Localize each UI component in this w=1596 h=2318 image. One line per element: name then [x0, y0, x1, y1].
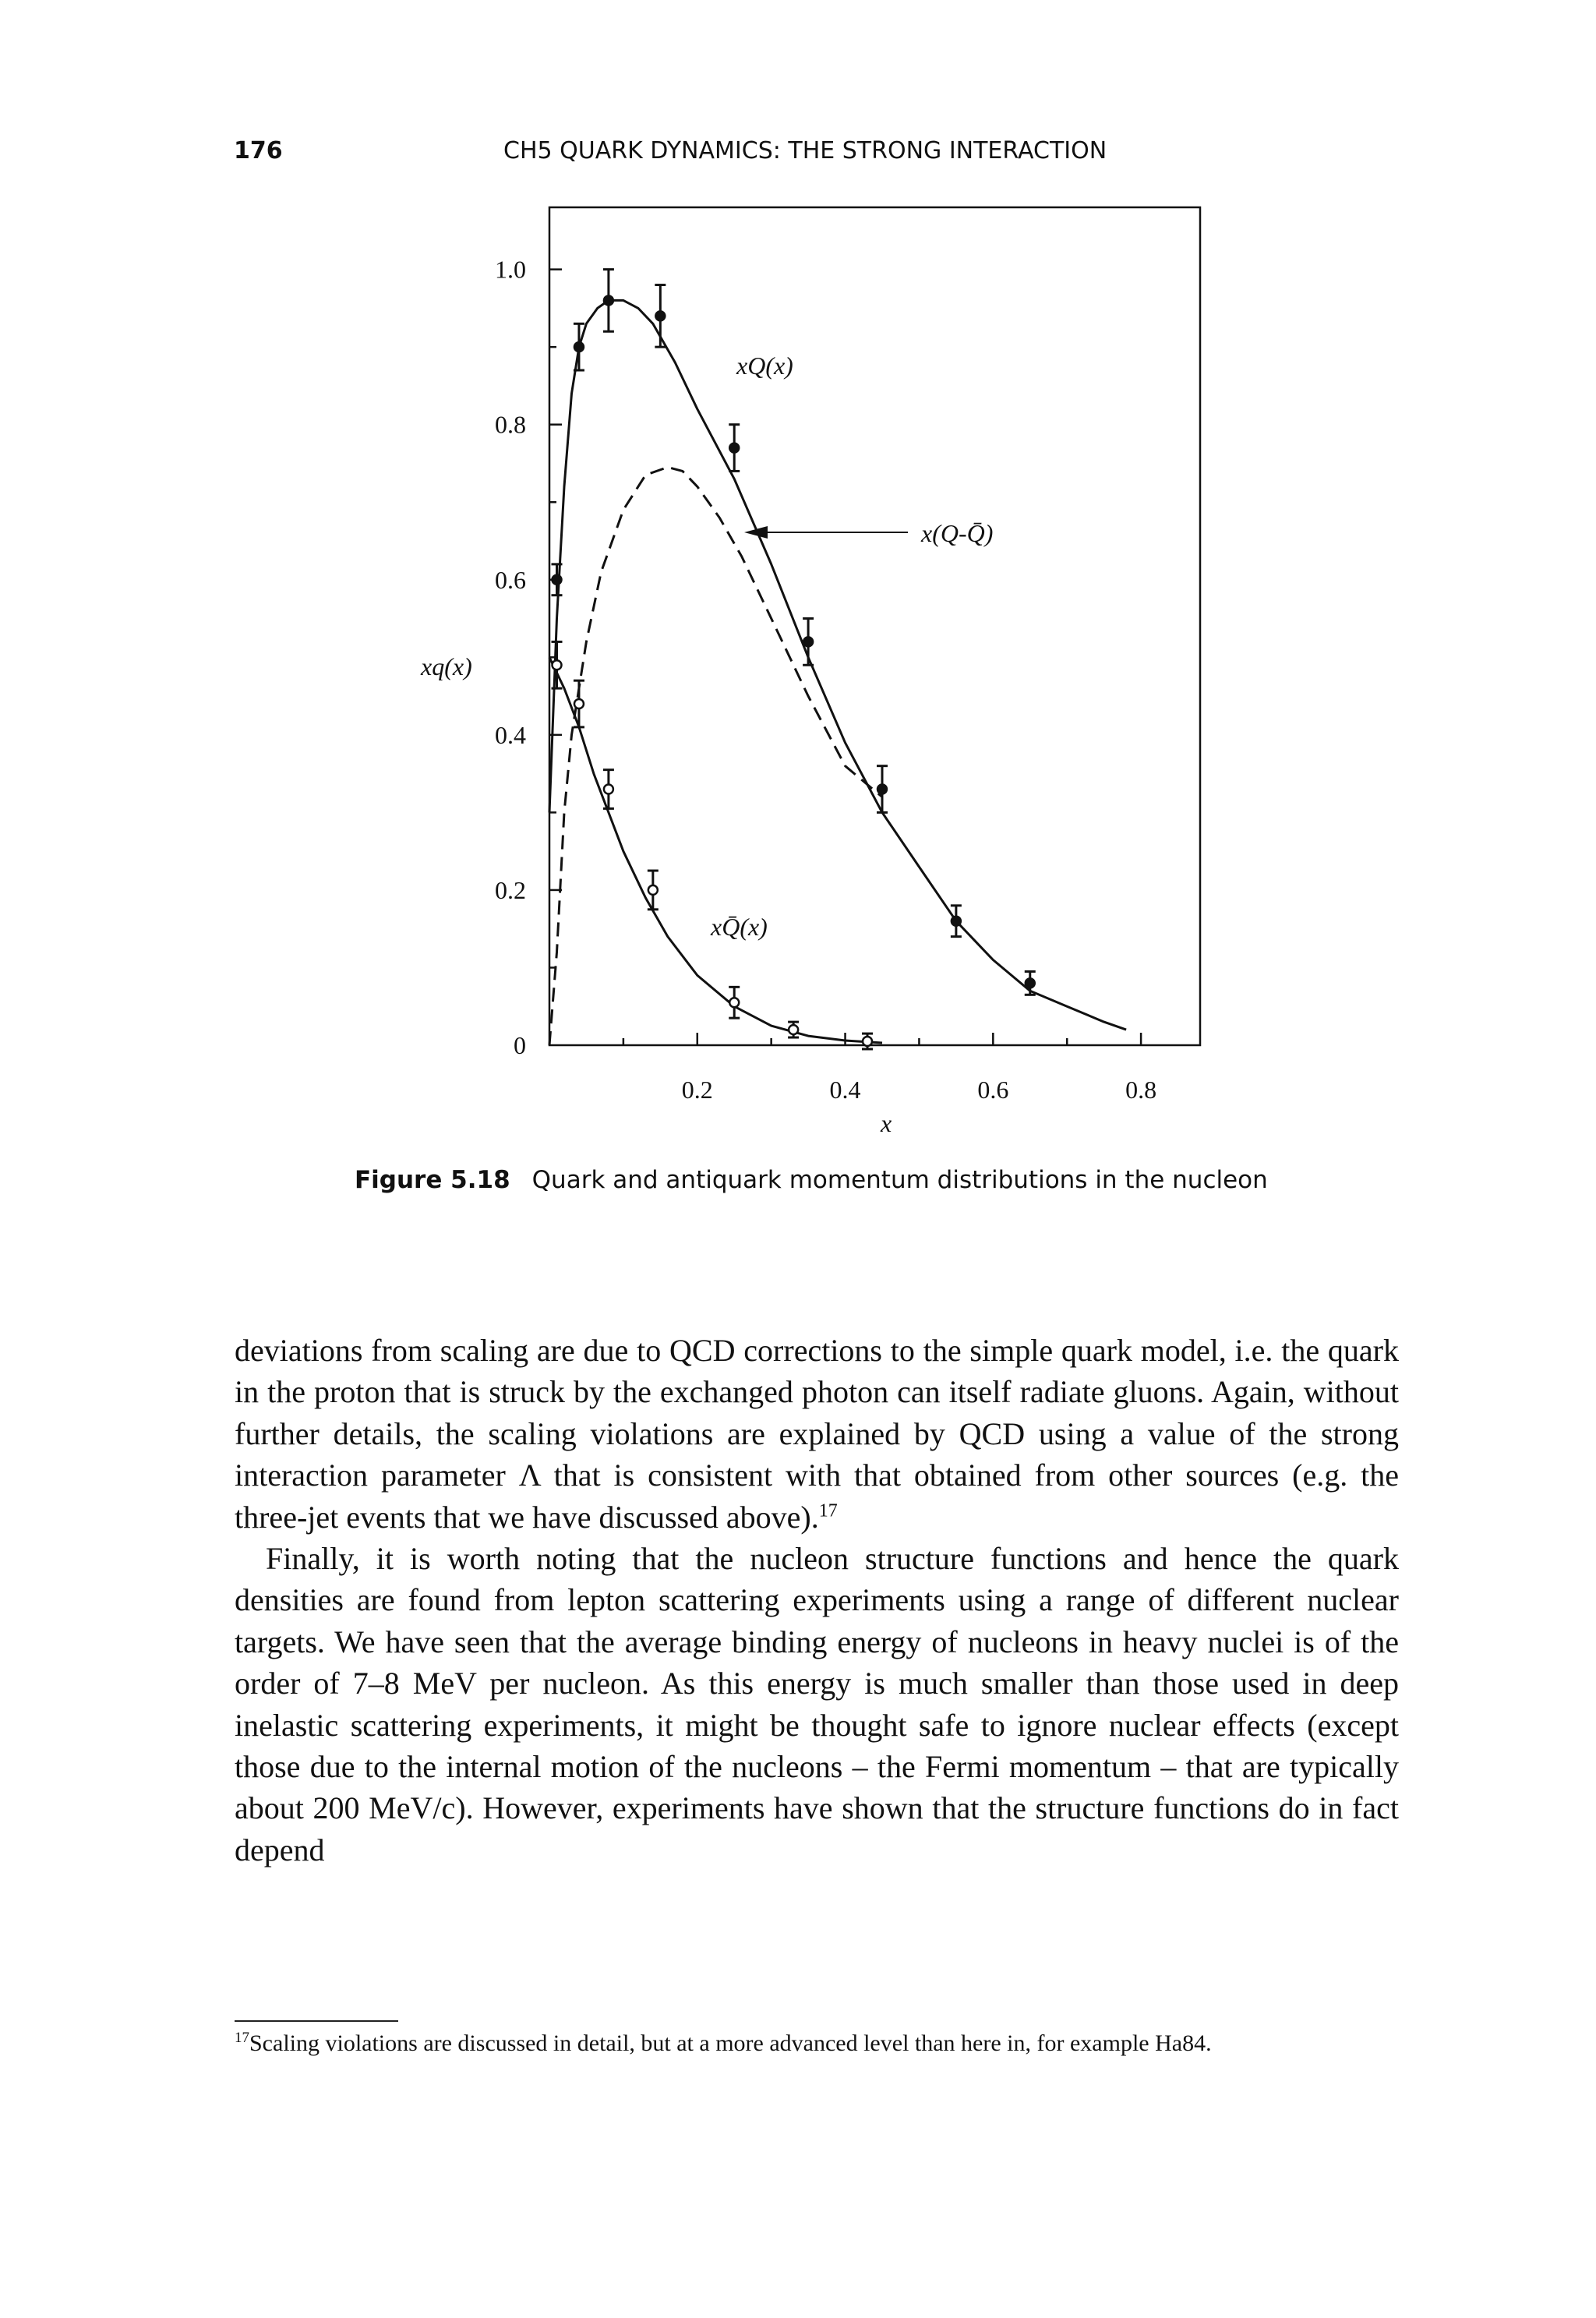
running-head-title: CH5 QUARK DYNAMICS: THE STRONG INTERACTION	[503, 137, 1107, 164]
y-tick-label: 0.2	[495, 875, 526, 904]
marker	[1026, 978, 1035, 988]
x-tick-label: 0.8	[1125, 1076, 1157, 1104]
data-point-xQ	[729, 425, 740, 472]
footnote-rule	[235, 2020, 398, 2022]
data-point-xQ	[603, 270, 614, 332]
y-tick-label: 0.8	[495, 410, 526, 439]
plot-frame	[549, 207, 1200, 1045]
figure-caption	[355, 1166, 1368, 1194]
marker	[729, 443, 739, 453]
marker	[552, 575, 561, 585]
marker	[863, 1037, 872, 1046]
data-point-xQ	[951, 906, 962, 937]
body-text	[235, 1330, 1399, 1871]
x-tick-label: 0.6	[977, 1076, 1009, 1104]
figure-caption-text: Quark and antiquark momentum distributions in the nucleon	[531, 1166, 1268, 1194]
marker	[952, 917, 961, 926]
paragraph-1-text: deviations from scaling are due to QCD corrections to the simple quark model, i.e. the quark in the proton that is struck by the exchanged photon can itself radiate gluons. Again, without further details, the scaling violations are explained by QCD using a value of the strong interaction parameter Λ that is consistent with that obtained from other sources (e.g. the three-jet events that we have discussed above).	[235, 1333, 1399, 1535]
paragraph-2: Finally, it is worth noting that the nucleon structure functions and hence the quark densities are found from lepton scattering experiments using a range of different nuclear targets. We have seen that the average binding energy of nucleons in heavy nuclei is of the order of 7–8 MeV per nucleon. As this energy is much smaller than those used in deep inelastic scattering experiments, it might be thought safe to ignore nuclear effects (except those due to the internal motion of the nucleons – the Fermi momentum – that are typically about 200 MeV/c). However, experiments have shown that the structure functions do in fact depend	[235, 1541, 1399, 1867]
y-tick-label: 0	[514, 1031, 526, 1059]
marker	[803, 637, 813, 646]
y-axis-label: xq(x)	[421, 652, 472, 680]
data-point-xQbar	[729, 987, 740, 1018]
marker	[604, 295, 613, 305]
marker	[877, 785, 887, 794]
y-tick-label: 0.4	[495, 720, 526, 749]
footnote	[235, 2030, 1399, 2057]
marker	[729, 998, 739, 1007]
label-xQbar: xQ̄(x)	[711, 913, 768, 941]
marker	[552, 660, 561, 670]
y-tick-label: 1.0	[495, 255, 526, 284]
marker	[604, 785, 613, 794]
x-tick-label: 0.2	[681, 1076, 713, 1104]
figure-caption-label: Figure 5.18	[355, 1166, 510, 1194]
footnote-text: Scaling violations are discussed in detail, but at a more advanced level than here in, for example Ha84.	[249, 2030, 1212, 2056]
marker	[574, 699, 584, 708]
data-point-xQ	[574, 323, 584, 370]
marker	[789, 1025, 798, 1034]
marker	[655, 311, 665, 320]
data-point-xQbar	[788, 1022, 799, 1037]
label-xQ: xQ(x)	[736, 352, 793, 380]
x-tick-label: 0.4	[829, 1076, 861, 1104]
curve-xQ	[549, 300, 1126, 1030]
x-axis-label: x	[881, 1109, 892, 1137]
label-xQminusQbar: x(Q-Q̄)	[921, 519, 994, 547]
paragraph-1	[235, 1330, 1399, 1538]
footnote-ref[interactable]: 17	[818, 1500, 838, 1521]
page-number: 176	[234, 137, 283, 164]
data-point-xQbar	[862, 1034, 873, 1049]
data-point-xQ	[803, 619, 814, 666]
marker	[648, 885, 658, 895]
data-point-xQ	[655, 285, 666, 348]
y-tick-label: 0.6	[495, 565, 526, 594]
marker	[574, 342, 584, 352]
footnote-marker: 17	[235, 2030, 249, 2046]
curve-xQminusQbar	[549, 467, 882, 1045]
